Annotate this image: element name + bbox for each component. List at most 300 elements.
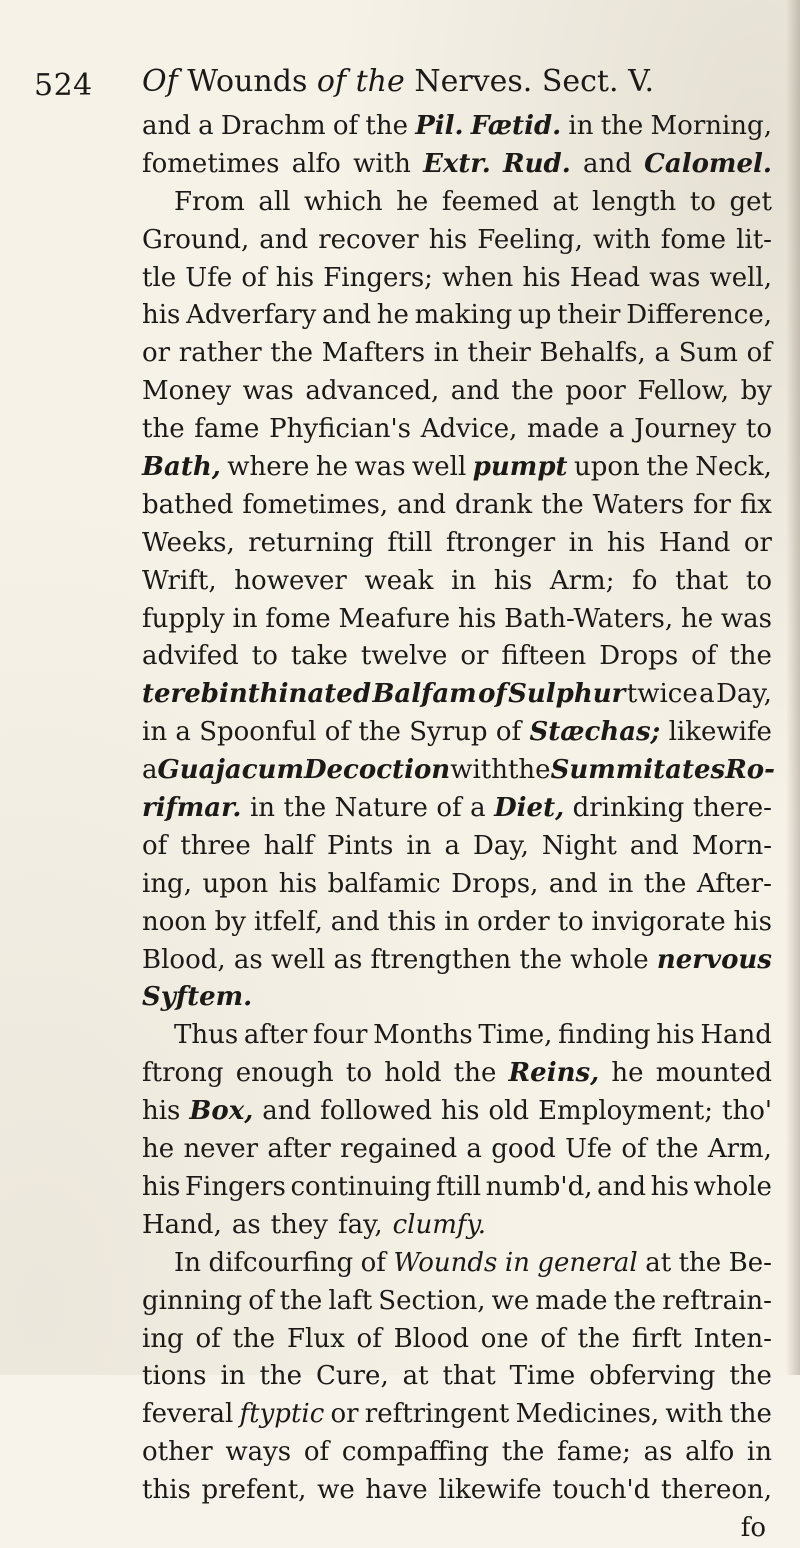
word: his: [142, 1096, 181, 1127]
word: in: [433, 338, 459, 369]
word: Fellow,: [637, 376, 730, 407]
word: Employment;: [538, 1096, 713, 1127]
word: the: [501, 1437, 545, 1468]
word: Wrift,: [142, 565, 217, 596]
word: in: [249, 793, 276, 824]
word: Mafters: [321, 338, 426, 369]
word: general: [537, 1247, 638, 1278]
word: up: [517, 300, 552, 331]
word: or: [142, 338, 171, 369]
word: in: [220, 1361, 246, 1392]
word: in: [451, 565, 477, 596]
word: order: [477, 906, 550, 937]
word: in: [444, 906, 470, 937]
word: to: [689, 186, 716, 217]
word: their: [467, 338, 531, 369]
word: Inten-: [693, 1323, 772, 1354]
word: weak: [364, 565, 434, 596]
page-header: [0, 58, 800, 108]
word: the: [678, 1247, 722, 1278]
word: prefent,: [201, 1475, 307, 1506]
word: a: [470, 793, 486, 824]
word: to: [557, 906, 584, 937]
word: advifed: [142, 641, 239, 672]
word: and: [322, 300, 371, 331]
word: From: [174, 186, 245, 217]
word: of: [332, 111, 359, 141]
word: Bath-Waters,: [504, 603, 674, 634]
text-line: [142, 411, 772, 449]
word: however: [234, 565, 347, 596]
text-line: [142, 638, 772, 676]
word: and: [259, 224, 309, 255]
word: the: [283, 793, 327, 824]
word: was: [649, 262, 701, 293]
word: the: [729, 1399, 772, 1430]
word: the: [358, 717, 401, 748]
word: Morn-: [691, 830, 772, 861]
word: Time: [509, 1361, 576, 1392]
word: their: [557, 300, 621, 331]
word: of: [324, 717, 350, 748]
word: Drops: [599, 641, 679, 672]
word: his: [607, 527, 646, 558]
text-line: [142, 904, 772, 942]
word: poor: [565, 376, 626, 407]
word: his: [522, 262, 561, 293]
word: twice: [626, 679, 698, 710]
catchword-line: [142, 1510, 772, 1548]
word: the: [507, 755, 551, 786]
word: Difference,: [626, 300, 772, 331]
word: Summitates: [550, 755, 726, 786]
text-line: [142, 828, 772, 866]
word: of: [248, 1285, 274, 1316]
word: of: [746, 338, 772, 369]
word: drinking: [572, 793, 685, 824]
word: Advice,: [420, 414, 518, 445]
word: the: [729, 641, 772, 672]
word: as: [333, 944, 363, 975]
word: firft: [631, 1323, 682, 1354]
word: likewife: [668, 717, 772, 748]
word: fifteen: [501, 641, 587, 672]
word: touch'd: [552, 1475, 651, 1506]
word: at: [645, 1247, 672, 1278]
word: the: [270, 338, 314, 369]
word: ginning: [142, 1285, 243, 1316]
word: Section,: [378, 1285, 486, 1316]
word: the: [259, 1361, 303, 1392]
word: to: [745, 414, 772, 445]
word: Rud.: [503, 148, 571, 179]
text-line: [142, 601, 772, 639]
word: after: [267, 1134, 331, 1165]
word: four: [312, 1020, 368, 1051]
word: finding: [558, 1020, 651, 1051]
catchword: fo: [740, 1512, 766, 1543]
word: laft: [328, 1285, 373, 1316]
word: Guajacum: [157, 755, 304, 786]
word: ftrong: [142, 1058, 224, 1089]
text-line: [142, 942, 772, 980]
word: and: [262, 1096, 312, 1127]
word: get: [729, 186, 772, 217]
word: Journey: [634, 414, 737, 445]
word: Medicines,: [515, 1399, 660, 1430]
word: tho': [722, 1096, 772, 1127]
word: alfo: [685, 1437, 735, 1468]
word: the: [577, 1323, 621, 1354]
word: clumfy.: [392, 1209, 486, 1240]
word: Balfam: [372, 679, 477, 710]
word: fame;: [556, 1437, 631, 1468]
word: that: [442, 1361, 496, 1392]
text-line: [142, 146, 772, 184]
word: have: [365, 1475, 428, 1506]
word: returning: [248, 527, 375, 558]
text-line: [142, 866, 772, 904]
word: he: [396, 186, 429, 217]
word: as: [643, 1437, 673, 1468]
word: which: [304, 186, 383, 217]
word: of: [495, 717, 522, 748]
running-title-rest: Nerves. Sect. V.: [414, 64, 655, 99]
word: they: [270, 1209, 328, 1240]
word: fo: [632, 565, 658, 596]
word: Day,: [473, 830, 529, 861]
word: Pints: [326, 830, 394, 861]
word: his: [428, 224, 468, 255]
word: Hand: [700, 1020, 772, 1051]
word: where: [227, 452, 310, 483]
word: he: [142, 1134, 175, 1165]
word: ftronger: [445, 527, 556, 558]
text-line: [142, 1434, 772, 1472]
word: recover: [318, 224, 419, 255]
word: bathed: [142, 489, 234, 520]
word: mounted: [655, 1058, 772, 1089]
word: of: [691, 641, 717, 672]
text-line: [142, 297, 772, 335]
text-line: [142, 373, 772, 411]
word: of: [356, 1323, 382, 1354]
text-line: [142, 184, 772, 222]
word: and: [330, 906, 380, 937]
running-title-main: Wounds: [187, 64, 308, 99]
word: fame: [194, 414, 260, 445]
word: or: [330, 1399, 359, 1430]
word: ing: [142, 1323, 184, 1354]
word: in: [568, 527, 594, 558]
word: Decoction: [303, 755, 451, 786]
word: and: [548, 868, 598, 899]
word: in: [746, 1437, 772, 1468]
word: Ro-: [725, 755, 775, 786]
text-line: [142, 108, 772, 146]
word: hold: [384, 1058, 442, 1089]
word: good: [491, 1134, 556, 1165]
word: Extr.: [423, 148, 491, 179]
word: upon: [202, 868, 269, 899]
word: feemed: [441, 186, 539, 217]
word: after: [243, 1020, 308, 1051]
word: of: [303, 1437, 330, 1468]
word: he: [315, 452, 349, 483]
word: old: [488, 1096, 530, 1127]
word: In: [174, 1247, 202, 1278]
word: Be-: [728, 1247, 772, 1278]
word: the: [600, 111, 644, 141]
word: or: [743, 527, 772, 558]
word: fay,: [337, 1209, 383, 1240]
word: or: [460, 641, 489, 672]
running-title-of2: of: [316, 64, 347, 99]
word: with: [592, 224, 651, 255]
word: enough: [235, 1058, 334, 1089]
word: other: [142, 1437, 213, 1468]
word: was: [720, 603, 772, 634]
word: difcourfing: [208, 1247, 354, 1278]
text-line: [142, 1017, 772, 1055]
word: Nature: [334, 793, 428, 824]
word: a: [444, 830, 460, 861]
word: a: [608, 414, 625, 445]
word: obferving: [589, 1361, 716, 1392]
word: reftringent: [364, 1399, 510, 1430]
text-line: [142, 260, 772, 298]
word: with: [353, 148, 411, 179]
word: Fingers;: [323, 262, 433, 293]
word: Wounds: [393, 1247, 498, 1278]
word: the: [142, 414, 185, 445]
word: the: [541, 489, 584, 520]
page-number: 524: [34, 68, 93, 103]
text-line: [142, 449, 772, 487]
word: Cure,: [315, 1361, 389, 1392]
word: of: [142, 830, 168, 861]
word: at: [402, 1361, 429, 1392]
word: Calomel.: [644, 148, 772, 179]
word: well: [270, 944, 326, 975]
word: fometimes: [142, 148, 280, 179]
word: made: [535, 1285, 608, 1316]
word: we: [491, 1285, 530, 1316]
word: the: [646, 452, 689, 483]
word: Drops,: [451, 868, 539, 899]
word: the: [365, 111, 408, 141]
word: at: [552, 186, 579, 217]
word: in: [608, 868, 634, 899]
word: and: [597, 1171, 646, 1202]
word: twelve: [360, 641, 448, 672]
text-line: [142, 222, 772, 260]
word: to: [745, 565, 772, 596]
word: never: [183, 1134, 259, 1165]
word: numb'd,: [485, 1171, 593, 1202]
word: the: [729, 1361, 772, 1392]
word: a: [699, 679, 715, 710]
text-line: [142, 752, 775, 790]
word: length: [592, 186, 677, 217]
text-line: [142, 1472, 772, 1510]
word: Morning,: [650, 111, 772, 141]
word: Ufe: [185, 262, 233, 293]
word: and: [450, 376, 500, 407]
word: upon: [573, 452, 640, 483]
word: the: [613, 1285, 657, 1316]
word: reftrain-: [662, 1285, 772, 1316]
word: made: [527, 414, 600, 445]
word: Box,: [189, 1096, 254, 1127]
word: he: [611, 1058, 644, 1089]
word: his: [142, 1171, 181, 1202]
word: there-: [692, 793, 772, 824]
word: in: [568, 111, 594, 141]
word: well,: [709, 262, 772, 293]
word: alfo: [291, 148, 341, 179]
word: Adverfary: [186, 300, 317, 331]
text-line: [142, 1093, 772, 1131]
text-line: [142, 1055, 772, 1093]
word: Blood,: [142, 944, 226, 975]
word: the: [453, 1058, 497, 1089]
word: and: [397, 489, 446, 520]
word: a: [198, 111, 214, 141]
word: ftill: [387, 527, 433, 558]
text-line: [142, 1283, 772, 1321]
word: three: [180, 830, 251, 861]
text-line: [142, 1358, 772, 1396]
word: a: [142, 755, 158, 786]
running-title-the: the: [355, 64, 405, 99]
word: Bath,: [142, 452, 221, 483]
word: fome: [660, 224, 727, 255]
word: fometimes,: [242, 489, 389, 520]
text-line: [142, 525, 772, 563]
word: ftrengthen: [370, 944, 512, 975]
word: the: [511, 376, 554, 407]
word: noon: [142, 906, 207, 937]
word: continuing: [290, 1171, 432, 1202]
word: Months: [373, 1020, 473, 1051]
word: by: [740, 376, 772, 407]
word: whole: [693, 1171, 772, 1202]
running-title: [142, 64, 782, 99]
word: and: [142, 111, 191, 141]
text-line: [142, 1321, 772, 1359]
word: a: [654, 338, 671, 369]
word: the: [655, 1134, 699, 1165]
text-line: [142, 487, 772, 525]
word: Flux: [286, 1323, 345, 1354]
word: a: [175, 717, 191, 748]
page-edge-shadow: [786, 0, 800, 1375]
word: and: [629, 830, 679, 861]
word: by: [214, 906, 246, 937]
text-line: [142, 335, 772, 373]
word: drank: [455, 489, 533, 520]
word: his: [650, 1171, 689, 1202]
word: advanced,: [305, 376, 440, 407]
text-line: [142, 979, 772, 1017]
word: Hand,: [142, 1209, 222, 1240]
word: to: [345, 1058, 372, 1089]
word: Spoonful: [199, 717, 317, 748]
word: Feeling,: [477, 224, 583, 255]
word: nervous: [656, 944, 772, 975]
word: Money: [142, 376, 232, 407]
word: rather: [178, 338, 262, 369]
word: the: [519, 944, 562, 975]
word: Time,: [478, 1020, 553, 1051]
word: of: [478, 679, 507, 710]
word: thereon,: [660, 1475, 772, 1506]
word: whole: [570, 944, 649, 975]
word: Sum: [678, 338, 738, 369]
word: Drachm: [220, 111, 326, 141]
word: with: [665, 1399, 724, 1430]
word: in: [504, 1247, 530, 1278]
word: the: [643, 868, 687, 899]
word: Stæchas;: [529, 717, 661, 748]
word: Night: [541, 830, 617, 861]
word: was: [242, 376, 294, 407]
word: of: [621, 1134, 647, 1165]
word: Arm;: [549, 565, 615, 596]
text-line: [142, 714, 772, 752]
word: pumpt: [472, 452, 568, 483]
word: one: [480, 1323, 529, 1354]
text-line: [142, 676, 772, 714]
word: to: [251, 641, 278, 672]
word: when: [442, 262, 514, 293]
word: Fætid.: [470, 111, 562, 141]
word: lit-: [736, 224, 772, 255]
word: this: [387, 906, 437, 937]
word: Behalfs,: [539, 338, 646, 369]
word: Waters: [592, 489, 685, 520]
word: he: [680, 603, 714, 634]
word: Fingers: [185, 1171, 286, 1202]
word: his: [656, 1020, 695, 1051]
word: Diet,: [494, 793, 565, 824]
word: Thus: [174, 1020, 239, 1051]
word: we: [317, 1475, 355, 1506]
word: that: [675, 565, 729, 596]
word: rifmar.: [142, 793, 242, 824]
word: take: [290, 641, 348, 672]
word: this: [142, 1475, 191, 1506]
word: tions: [142, 1361, 207, 1392]
word: half: [263, 830, 314, 861]
word: Weeks,: [142, 527, 235, 558]
word: of: [436, 793, 462, 824]
word: Ground,: [142, 224, 250, 255]
word: feveral: [142, 1399, 234, 1430]
word: his: [493, 565, 533, 596]
text-line: [142, 1169, 772, 1207]
text-line: [142, 1207, 772, 1245]
word: well: [412, 452, 467, 483]
word: fome: [265, 603, 331, 634]
word: Sulphur: [508, 679, 626, 710]
word: terebinthinated: [142, 679, 372, 710]
word: Hand: [658, 527, 731, 558]
word: in: [232, 603, 258, 634]
word: making: [414, 300, 513, 331]
word: fix: [739, 489, 772, 520]
